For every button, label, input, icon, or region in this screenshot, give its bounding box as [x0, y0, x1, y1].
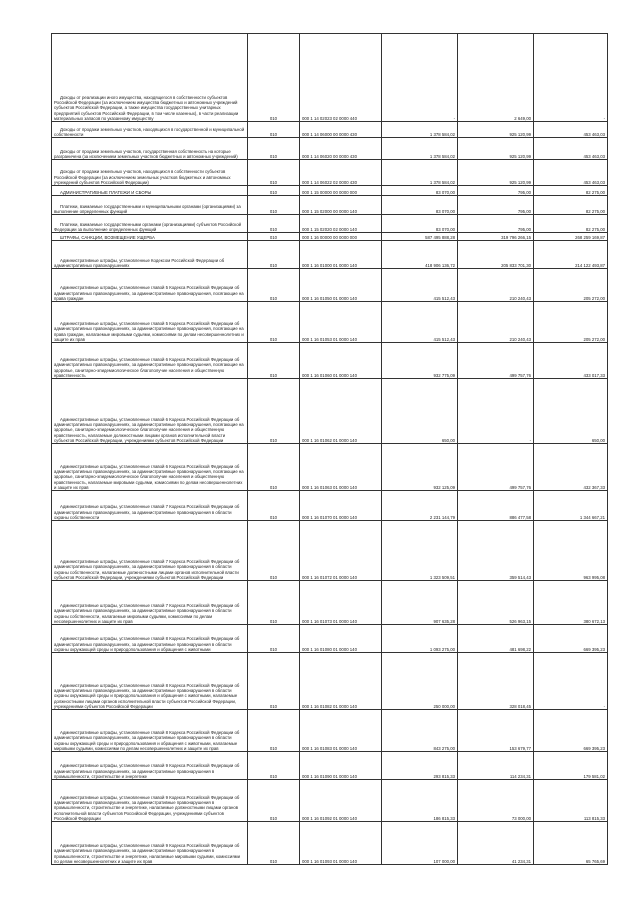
table-row [52, 138, 608, 160]
cell-plan: 415 512,43 [382, 302, 458, 343]
cell-kbk: 000 1 16 01080 01 0000 140 [300, 625, 382, 653]
cell-code: 010 [248, 122, 300, 138]
table-row [52, 34, 608, 122]
cell-exec: 114 234,31 [458, 752, 534, 780]
cell-exec: 210 240,43 [458, 269, 534, 302]
cell-name: Доходы от продажи земельных участков, государственная собственность на которые разграничена (за исключением земельных участков бюджетных и автономных учреждений) [52, 138, 248, 160]
cell-exec: 526 963,15 [458, 581, 534, 625]
cell-plan: 107 000,00 [382, 822, 458, 865]
cell-code: 010 [248, 710, 300, 752]
cell-plan: 83 070,00 [382, 215, 458, 233]
cell-rest: 453 463,03 [534, 138, 608, 160]
cell-name: Административные штрафы, установленные главой 8 Кодекса Российской Федерации об административных правонарушениях, за административные правонарушения в области охраны окружающей среды и природопользования и обращения с животными, налагаемые должностными лицами органов исполнительной власти субъектов Российской Федерации, учреждениями субъектов Российской Федерации [52, 653, 248, 710]
cell-exec: 499 757,76 [458, 444, 534, 491]
table-row [52, 215, 608, 233]
cell-rest: 82 275,00 [534, 215, 608, 233]
cell-kbk: 000 1 16 01063 01 0000 140 [300, 444, 382, 491]
table-row [52, 625, 608, 653]
table-row [52, 491, 608, 521]
cell-exec: 153 679,77 [458, 710, 534, 752]
cell-kbk: 000 1 16 00000 00 0000 000 [300, 233, 382, 241]
cell-kbk: 000 1 16 01060 01 0000 140 [300, 343, 382, 379]
cell-exec: 319 796 266,15 [458, 233, 534, 241]
cell-code: 010 [248, 196, 300, 215]
cell-name: Доходы от продажи земельных участков, находящихся в государственной и муниципальной собственности [52, 122, 248, 138]
table-row [52, 233, 608, 241]
cell-rest: - [534, 34, 608, 122]
cell-plan: 907 635,28 [382, 581, 458, 625]
cell-rest: 214 122 493,87 [534, 241, 608, 269]
cell-plan: 932 125,09 [382, 444, 458, 491]
cell-exec: 2 649,00 [458, 34, 534, 122]
cell-plan: 587 495 888,28 [382, 233, 458, 241]
cell-exec: 925 120,99 [458, 138, 534, 160]
cell-rest: 65 765,69 [534, 822, 608, 865]
cell-plan: 932 775,09 [382, 343, 458, 379]
cell-name: Административные штрафы, установленные главой 7 Кодекса Российской Федерации об административных правонарушениях, за административные правонарушения в области охраны собственности [52, 491, 248, 521]
cell-kbk: 000 1 15 02000 00 0000 140 [300, 196, 382, 215]
budget-execution-table [51, 33, 608, 865]
cell-exec: 795,00 [458, 186, 534, 196]
cell-name: ШТРАФЫ, САНКЦИИ, ВОЗМЕЩЕНИЕ УЩЕРБА [52, 233, 248, 241]
cell-kbk: 000 1 16 01090 01 0000 140 [300, 752, 382, 780]
cell-rest: 205 272,00 [534, 269, 608, 302]
cell-exec: 795,00 [458, 196, 534, 215]
table-row [52, 444, 608, 491]
cell-kbk: 000 1 16 01050 01 0000 140 [300, 269, 382, 302]
cell-kbk: 000 1 14 06020 00 0000 430 [300, 138, 382, 160]
cell-code: 010 [248, 444, 300, 491]
cell-name: Административные штрафы, установленные главой 8 Кодекса Российской Федерации об административных правонарушениях, за административные правонарушения в области охраны окружающей среды и природопользования и обращения с животными [52, 625, 248, 653]
cell-code: 010 [248, 581, 300, 625]
cell-plan: 1 323 509,51 [382, 521, 458, 581]
cell-plan: 293 815,33 [382, 752, 458, 780]
cell-code: 010 [248, 343, 300, 379]
cell-name: Доходы от продажи земельных участков, находящихся в собственности субъектов Российской Федерации (за исключением земельных участков бюджетных и автономных учреждений субъектов Российской Федерации) [52, 160, 248, 186]
cell-kbk: 000 1 16 01092 01 0000 140 [300, 780, 382, 822]
cell-code: 010 [248, 241, 300, 269]
cell-rest: 963 995,08 [534, 521, 608, 581]
cell-exec: - [458, 379, 534, 444]
table-row [52, 822, 608, 865]
cell-plan: 415 512,43 [382, 269, 458, 302]
cell-code: 010 [248, 215, 300, 233]
cell-name: Доходы от реализации иного имущества, находящегося в собственности субъектов Российской Федерации (за исключением имущества бюджетных и автономных учреждений субъектов Российской Федерации, а также имущества государственных унитарных предприятий субъектов Российской Федерации, в том числе казенных), в части реализации материальных запасов по указанному имуществу [52, 34, 248, 122]
cell-plan: - [382, 34, 458, 122]
cell-kbk: 000 1 15 00000 00 0000 000 [300, 186, 382, 196]
cell-plan: 650,00 [382, 379, 458, 444]
cell-name: Административные штрафы, установленные главой 6 Кодекса Российской Федерации об административных правонарушениях, за административные правонарушения, посягающие на здоровье, санитарно-эпидемиологическое благополучие населения и общественную нравственность, налагаемые должностными лицами органов исполнительной власти субъектов Российской Федерации, учреждениями субъектов Российской Федерации [52, 379, 248, 444]
cell-name: Административные штрафы, установленные главой 9 Кодекса Российской Федерации об административных правонарушениях, за административные правонарушения в промышленности, строительстве и энергетике, налагаемые мировыми судьями, комиссиями по делам несовершеннолетних и защите их прав [52, 822, 248, 865]
cell-kbk: 000 1 16 01093 01 0000 140 [300, 822, 382, 865]
cell-plan: 2 231 144,79 [382, 491, 458, 521]
cell-code: 010 [248, 822, 300, 865]
cell-exec: 73 000,00 [458, 780, 534, 822]
cell-code: 010 [248, 160, 300, 186]
cell-kbk: 000 1 16 01062 01 0000 140 [300, 379, 382, 444]
cell-rest: 432 367,33 [534, 444, 608, 491]
cell-rest: 1 344 667,21 [534, 491, 608, 521]
table-row [52, 269, 608, 302]
table-row [52, 653, 608, 710]
cell-code: 010 [248, 521, 300, 581]
table-row [52, 122, 608, 138]
cell-code: 010 [248, 233, 300, 241]
cell-rest: 82 275,00 [534, 196, 608, 215]
cell-rest: 113 815,33 [534, 780, 608, 822]
table-row [52, 752, 608, 780]
cell-exec: 795,00 [458, 215, 534, 233]
cell-name: Административные штрафы, установленные главой 5 Кодекса Российской Федерации об административных правонарушениях, за административные правонарушения, посягающие на права граждан [52, 269, 248, 302]
cell-rest: 433 017,33 [534, 343, 608, 379]
cell-exec: 925 120,99 [458, 122, 534, 138]
cell-rest: 82 275,00 [534, 186, 608, 196]
cell-kbk: 000 1 16 01083 01 0000 140 [300, 710, 382, 752]
cell-exec: 359 514,43 [458, 521, 534, 581]
cell-kbk: 000 1 16 01072 01 0000 140 [300, 521, 382, 581]
cell-exec: 41 234,31 [458, 822, 534, 865]
cell-code: 010 [248, 186, 300, 196]
cell-plan: 1 378 584,02 [382, 138, 458, 160]
table-row [52, 710, 608, 752]
cell-code: 010 [248, 752, 300, 780]
cell-rest: 205 272,00 [534, 302, 608, 343]
cell-rest: 650,00 [534, 379, 608, 444]
cell-rest: 380 672,13 [534, 581, 608, 625]
cell-kbk: 000 1 16 01070 01 0000 140 [300, 491, 382, 521]
cell-exec: 925 120,99 [458, 160, 534, 186]
cell-exec: 210 240,43 [458, 302, 534, 343]
cell-name: Платежи, взимаемые государственными и муниципальными органами (организациями) за выполнение определенных функций [52, 196, 248, 215]
cell-kbk: 000 1 16 01053 01 0000 140 [300, 302, 382, 343]
cell-kbk: 000 1 16 01082 01 0000 140 [300, 653, 382, 710]
cell-rest: 453 463,03 [534, 160, 608, 186]
cell-name: Административные штрафы, установленные главой 7 Кодекса Российской Федерации об административных правонарушениях, за административные правонарушения в области охраны собственности, налагаемые должностными лицами органов исполнительной власти субъектов Российской Федерации, учреждениями субъектов Российской Федерации [52, 521, 248, 581]
cell-plan: 83 070,00 [382, 186, 458, 196]
cell-name: Административные штрафы, установленные главой 6 Кодекса Российской Федерации об административных правонарушениях, за административные правонарушения, посягающие на здоровье, санитарно-эпидемиологическое благополучие населения и общественную нравственность [52, 343, 248, 379]
cell-plan: 250 000,00 [382, 653, 458, 710]
table-row [52, 241, 608, 269]
cell-name: АДМИНИСТРАТИВНЫЕ ПЛАТЕЖИ И СБОРЫ [52, 186, 248, 196]
cell-exec: 886 477,58 [458, 491, 534, 521]
cell-rest: - [534, 653, 608, 710]
cell-kbk: 000 1 14 06000 00 0000 430 [300, 122, 382, 138]
table-row [52, 581, 608, 625]
cell-name: Административные штрафы, установленные главой 9 Кодекса Российской Федерации об административных правонарушениях, за административные правонарушения в промышленности, строительстве и энергетике, налагаемые должностными лицами органов исполнительной власти субъектов Российской Федерации, учреждениями субъектов Российской Федерации [52, 780, 248, 822]
cell-code: 010 [248, 491, 300, 521]
cell-rest: 669 395,23 [534, 710, 608, 752]
cell-exec: 205 833 701,30 [458, 241, 534, 269]
cell-kbk: 000 1 15 02020 02 0000 140 [300, 215, 382, 233]
cell-kbk: 000 1 16 01073 01 0000 140 [300, 581, 382, 625]
table-row [52, 160, 608, 186]
cell-kbk: 000 1 14 02023 02 0000 440 [300, 34, 382, 122]
cell-code: 010 [248, 302, 300, 343]
table-body [52, 34, 608, 865]
cell-exec: 328 018,45 [458, 653, 534, 710]
table-row [52, 379, 608, 444]
cell-kbk: 000 1 14 06022 02 0000 430 [300, 160, 382, 186]
cell-exec: 481 698,22 [458, 625, 534, 653]
cell-plan: 418 906 136,72 [382, 241, 458, 269]
table-row [52, 521, 608, 581]
cell-kbk: 000 1 16 01000 01 0000 140 [300, 241, 382, 269]
cell-code: 010 [248, 780, 300, 822]
table-row [52, 302, 608, 343]
cell-name: Платежи, взимаемые государственными органами (организациями) субъектов Российской Федерации за выполнение определенных функций [52, 215, 248, 233]
cell-rest: 268 259 169,87 [534, 233, 608, 241]
cell-exec: 499 757,76 [458, 343, 534, 379]
cell-code: 010 [248, 138, 300, 160]
cell-code: 010 [248, 379, 300, 444]
table-row [52, 780, 608, 822]
table-row [52, 186, 608, 196]
cell-name: Административные штрафы, установленные главой 6 Кодекса Российской Федерации об административных правонарушениях, за административные правонарушения, посягающие на здоровье, санитарно-эпидемиологическое благополучие населения и общественную нравственность, налагаемые мировыми судьями, комиссиями по делам несовершеннолетних и защите их прав [52, 444, 248, 491]
cell-plan: 843 275,00 [382, 710, 458, 752]
cell-code: 010 [248, 34, 300, 122]
cell-name: Административные штрафы, установленные главой 5 Кодекса Российской Федерации об административных правонарушениях, за административные правонарушения, посягающие на права граждан, налагаемые мировыми судьями, комиссиями по делам несовершеннолетних и защите их прав [52, 302, 248, 343]
table-row [52, 343, 608, 379]
cell-plan: 1 378 584,02 [382, 160, 458, 186]
cell-plan: 1 093 275,00 [382, 625, 458, 653]
table-row [52, 196, 608, 215]
cell-plan: 1 378 584,02 [382, 122, 458, 138]
cell-name: Административные штрафы, установленные главой 9 Кодекса Российской Федерации об административных правонарушениях, за административные правонарушения в промышленности, строительстве и энергетике [52, 752, 248, 780]
cell-name: Административные штрафы, установленные главой 7 Кодекса Российской Федерации об административных правонарушениях, за административные правонарушения в области охраны собственности, налагаемые мировыми судьями, комиссиями по делам несовершеннолетних и защите их прав [52, 581, 248, 625]
cell-name: Административные штрафы, установленные главой 8 Кодекса Российской Федерации об административных правонарушениях, за административные правонарушения в области охраны окружающей среды и природопользования и обращения с животными, налагаемые мировыми судьями, комиссиями по делам несовершеннолетних и защите их прав [52, 710, 248, 752]
cell-code: 010 [248, 269, 300, 302]
cell-rest: 179 581,02 [534, 752, 608, 780]
cell-plan: 186 815,33 [382, 780, 458, 822]
cell-name: Административные штрафы, установленные Кодексом Российской Федерации об административных правонарушениях [52, 241, 248, 269]
cell-code: 010 [248, 653, 300, 710]
cell-code: 010 [248, 625, 300, 653]
cell-rest: 453 463,03 [534, 122, 608, 138]
cell-rest: 669 395,23 [534, 625, 608, 653]
cell-plan: 83 070,00 [382, 196, 458, 215]
